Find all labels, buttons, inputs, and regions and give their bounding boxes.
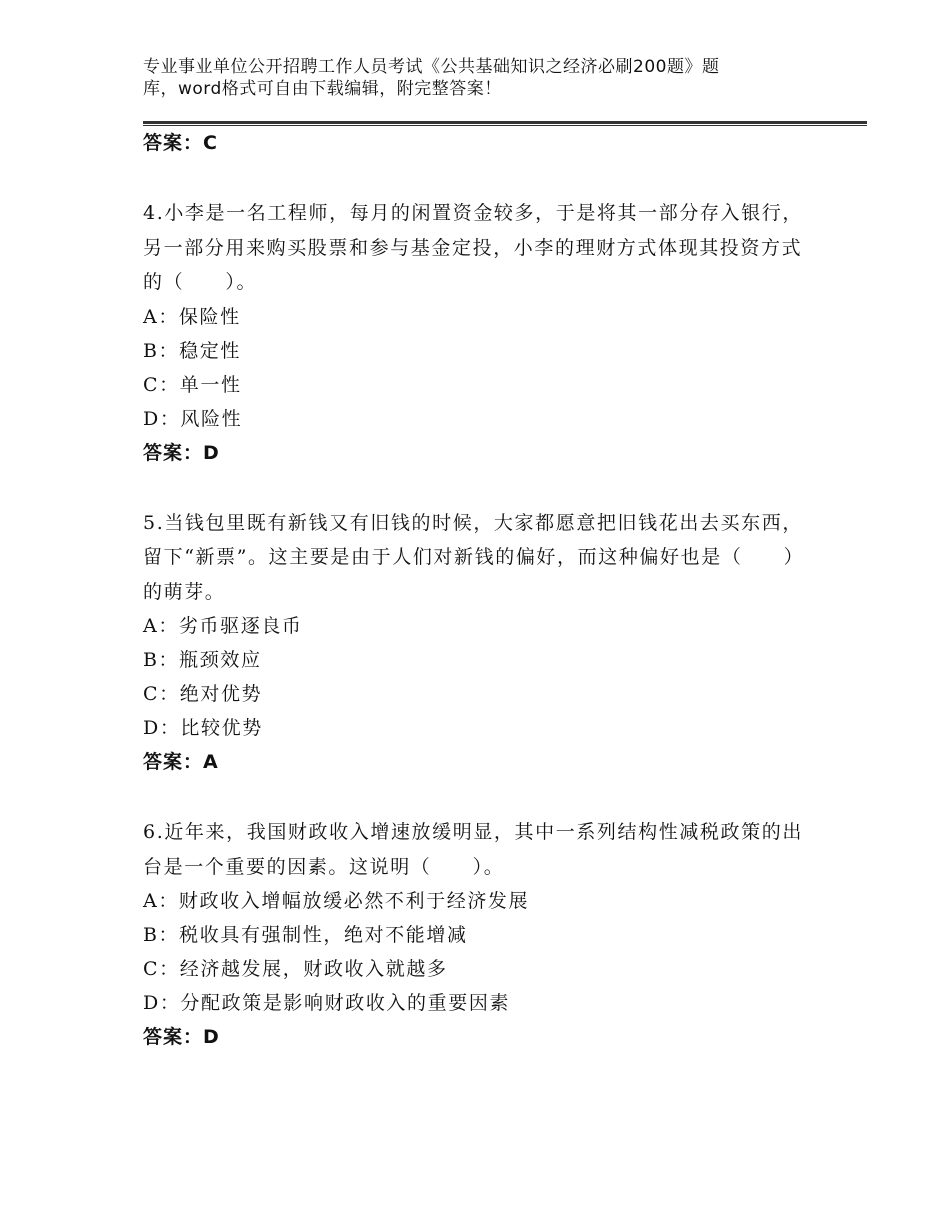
question-stem: 4.小李是一名工程师，每月的闲置资金较多，于是将其一部分存入银行，另一部分用来购买股票和参与基金定投，小李的理财方式体现其投资方式的（ ）。 <box>143 202 803 293</box>
header-line-1: 专业事业单位公开招聘工作人员考试《公共基础知识之经济必刷200题》题 <box>143 57 720 77</box>
page-header <box>143 56 783 100</box>
option-d: D：比较优势 <box>143 717 263 739</box>
answer-label: 答案：D <box>143 441 220 464</box>
header-line-2: 库，word格式可自由下载编辑，附完整答案！ <box>143 79 502 99</box>
option-b: B：瓶颈效应 <box>143 649 262 671</box>
question-stem: 5.当钱包里既有新钱又有旧钱的时候，大家都愿意把旧钱花出去买东西，留下“新票”。这主要是由于人们对新钱的偏好，而这种偏好也是（ ）的萌芽。 <box>143 511 803 603</box>
option-a: A：财政收入增幅放缓必然不利于经济发展 <box>143 890 530 912</box>
question-4 <box>143 196 803 470</box>
option-b: B：税收具有强制性，绝对不能增减 <box>143 924 468 946</box>
option-c: C：经济越发展，财政收入就越多 <box>143 958 448 980</box>
option-a: A：劣币驱逐良币 <box>143 615 303 637</box>
question-list <box>143 126 803 1054</box>
question-6 <box>143 815 803 1054</box>
answer-label: 答案：D <box>143 1026 220 1048</box>
question-5 <box>143 506 803 780</box>
option-b: B：稳定性 <box>143 339 241 362</box>
option-c: C：单一性 <box>143 373 242 396</box>
answer-label: 答案：C <box>143 132 218 154</box>
option-c: C：绝对优势 <box>143 683 263 705</box>
option-d: D：分配政策是影响财政收入的重要因素 <box>143 992 511 1014</box>
answer-label: 答案：A <box>143 751 219 773</box>
question-stem: 6.近年来，我国财政收入增速放缓明显，其中一系列结构性减税政策的出台是一个重要的因素。这说明（ ）。 <box>143 821 803 878</box>
option-a: A：保险性 <box>143 305 241 328</box>
option-d: D：风险性 <box>143 407 243 430</box>
